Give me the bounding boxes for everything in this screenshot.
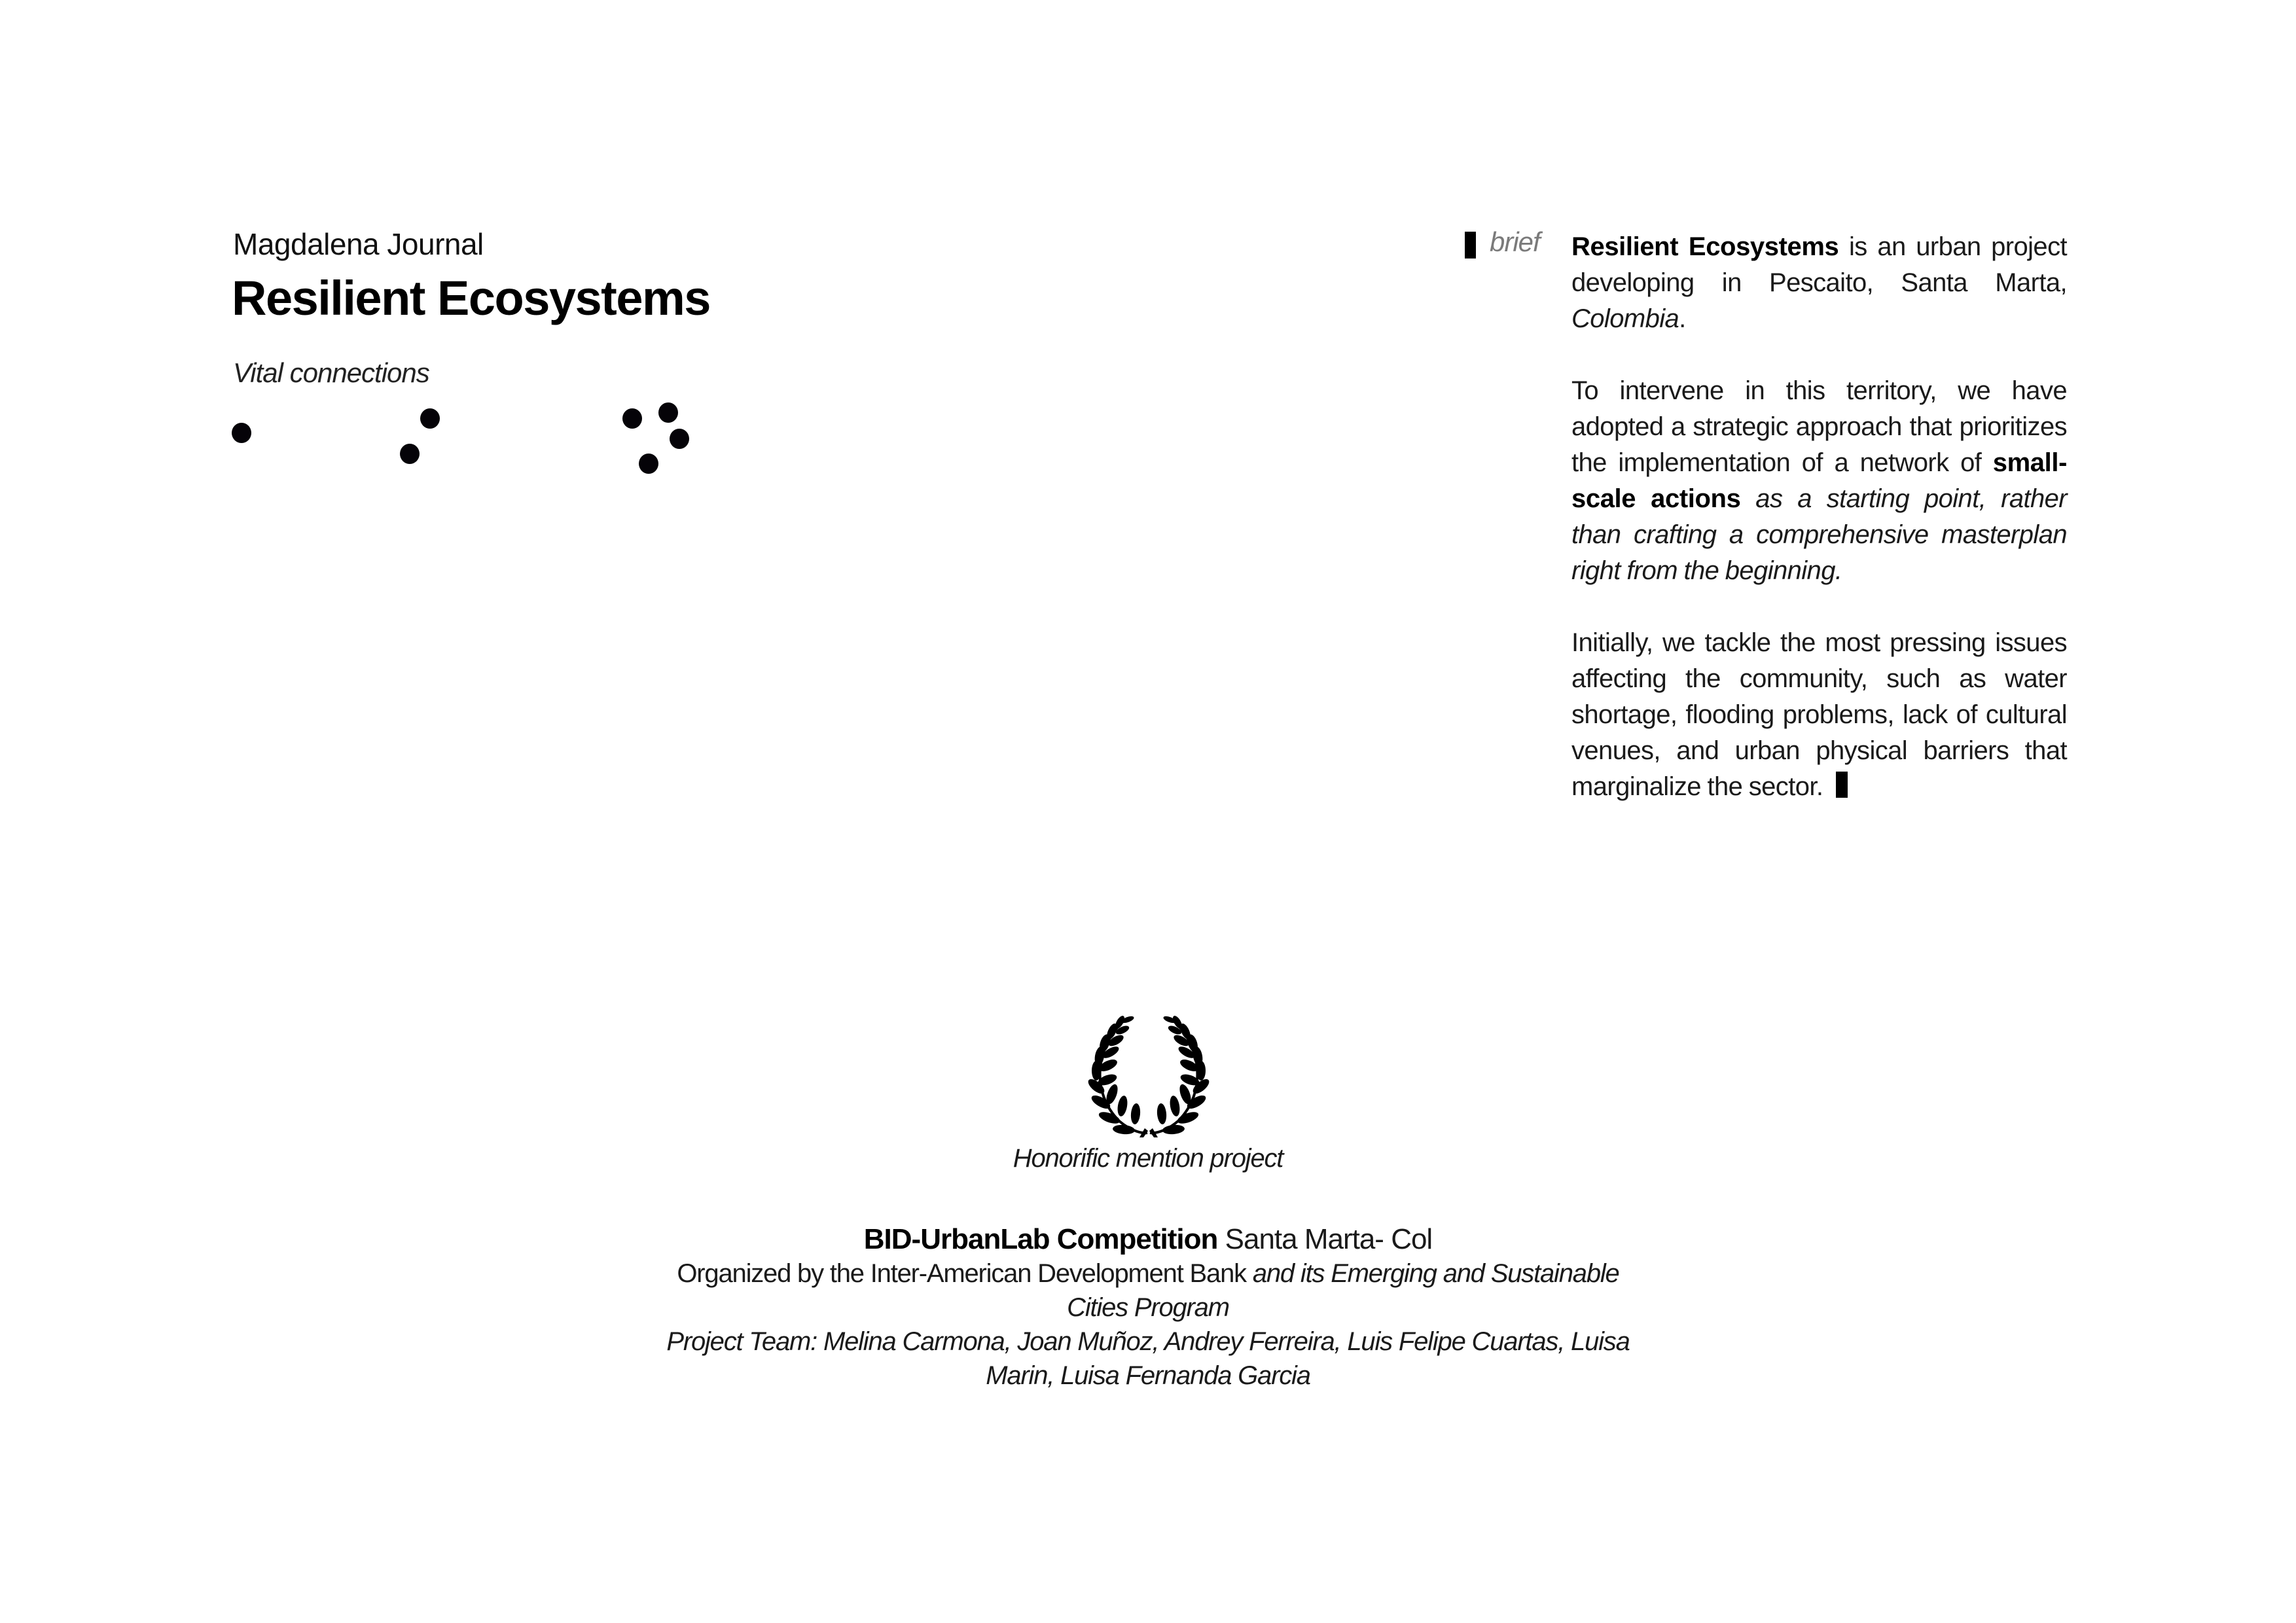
competition-location: Santa Marta- Col: [1217, 1223, 1433, 1255]
brief-text: [1571, 229, 2067, 805]
subtitle: Vital connections: [233, 357, 429, 388]
brief-paragraph-2: [1571, 373, 2067, 589]
page-title: Resilient Ecosystems: [232, 271, 710, 325]
brief-paragraph-1: [1571, 229, 2067, 337]
dot-1: [232, 423, 251, 443]
project-name-bold: Resilient Ecosystems: [1571, 232, 1839, 261]
end-marker-icon: [1836, 772, 1848, 798]
dot-2: [420, 408, 440, 429]
journal-name: Magdalena Journal: [233, 227, 484, 261]
brief-p3-text: Initially, we tackle the most pressing issues affecting the community, such as water shortage, flooding problems, lack of cultural venues, and urban physical barriers that marginalize the sector.: [1571, 628, 2067, 801]
laurel-wreath-icon: [1083, 1013, 1214, 1137]
organizer-line: [660, 1257, 1636, 1325]
brief-marker-icon: [1465, 232, 1476, 259]
competition-line: [0, 1222, 2296, 1257]
organizer-text: Organized by the Inter-American Development Bank: [677, 1259, 1246, 1288]
brief-p2-text: To intervene in this territory, we have adopted a strategic approach that prioritizes the implementation of a network of: [1571, 376, 2067, 477]
dot-3: [400, 444, 420, 464]
competition-name: BID-UrbanLab Competition: [863, 1223, 1218, 1255]
honorific-mention-caption: Honorific mention project: [1013, 1144, 1283, 1173]
dot-4: [622, 408, 642, 429]
organizer-program-text: and its Emerging and Sustainable Cities Program: [1067, 1259, 1619, 1322]
brief-p1-text: is an urban project developing in Pescaito, Santa Marta,: [1571, 232, 2067, 297]
dot-7: [639, 454, 658, 474]
country-italic: Colombia: [1571, 304, 1679, 333]
credits-block: [0, 1222, 2296, 1393]
brief-p2-italic: as a starting point, rather than crafting a comprehensive masterplan right from the beginning.: [1571, 484, 2067, 585]
dot-5: [658, 402, 678, 423]
brief-paragraph-3: [1571, 625, 2067, 805]
dot-6: [670, 429, 689, 449]
brief-label: brief: [1490, 226, 1540, 257]
project-team-line: Project Team: Melina Carmona, Joan Muñoz, Andrey Ferreira, Luis Felipe Cuartas, Luisa Marin, Luisa Fernanda Garcia: [666, 1327, 1630, 1390]
brief-p1-end: .: [1679, 304, 1686, 333]
small-scale-actions-bold: small-scale actions: [1571, 448, 2067, 513]
